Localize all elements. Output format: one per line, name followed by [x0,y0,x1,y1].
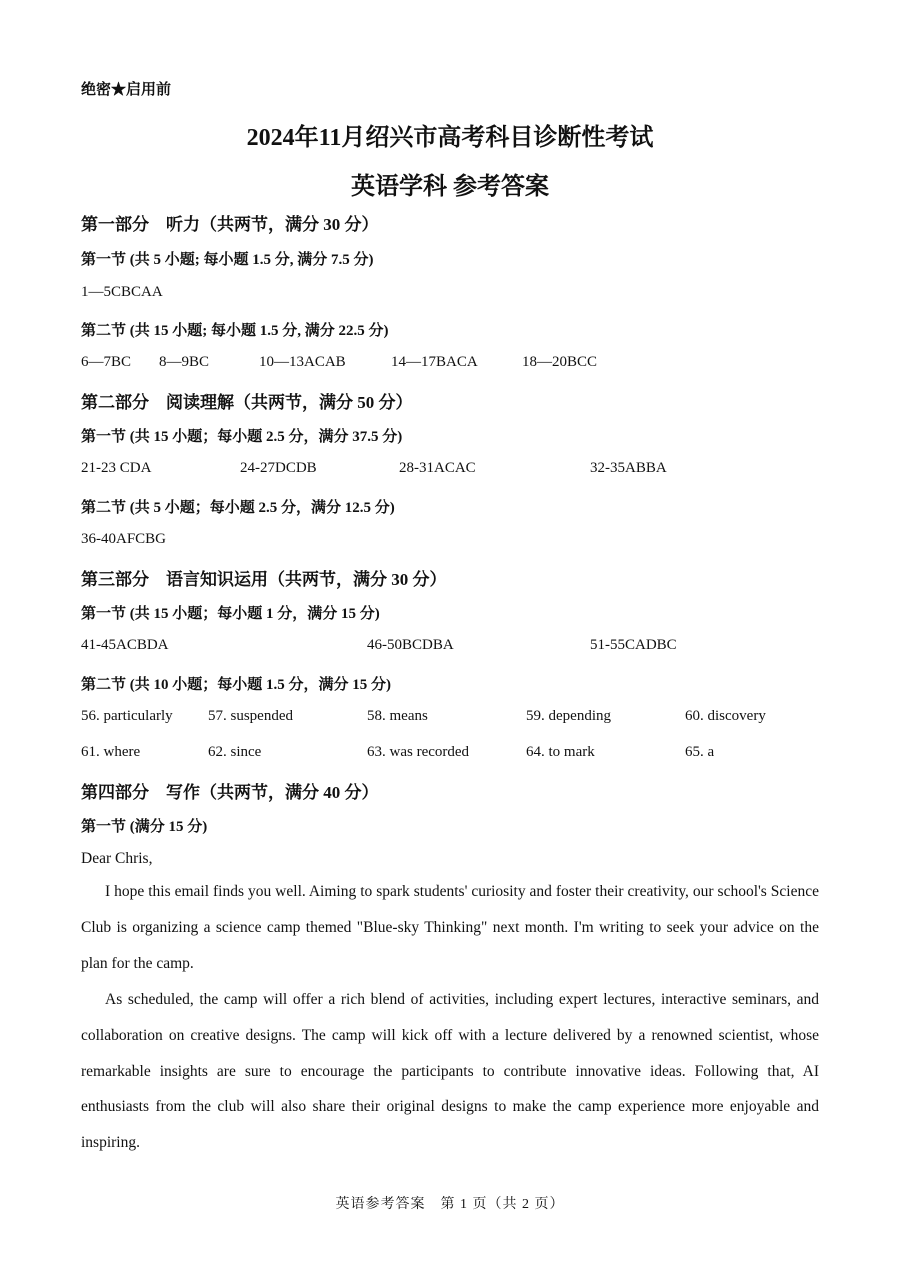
answer-group: 10—13ACAB [259,354,346,370]
answer-group: 24-27DCDB [240,460,317,476]
part1-section2-title: 第二节 (共 15 小题; 每小题 1.5 分, 满分 22.5 分) [81,323,389,339]
part1-section1-title: 第一节 (共 5 小题; 每小题 1.5 分, 满分 7.5 分) [81,252,374,268]
answer-group: 41-45ACBDA [81,637,169,653]
part3-section2-title: 第二节 (共 10 小题；每小题 1.5 分，满分 15 分) [81,677,391,693]
paragraph-text: As scheduled, the camp will offer a rich blend of activities, including expert lectures, interactive seminars, and collaboration on creative designs. The camp will kick off with a lecture delivered by a renowned scientist, whose remarkable insights are sure to encourage the participants to contribute innovative ideas. Following that, AI enthusiasts from the club will also share their original designs to make the camp experience more enjoyable and inspiring. [81,991,819,1152]
part2-section2-title: 第二节 (共 5 小题；每小题 2.5 分，满分 12.5 分) [81,500,395,516]
answer-item: 62. since [208,744,262,760]
answer-group: 18—20BCC [522,354,598,370]
answer-group: 1—5CBCAA [81,284,163,300]
part4-section1-title: 第一节 (满分 15 分) [81,819,208,835]
answer-key-subtitle: 英语学科 参考答案 [351,174,549,200]
answer-item: 59. depending [526,708,611,724]
answer-item: 64. to mark [526,744,595,760]
answer-item: 61. where [81,744,141,760]
answer-item: 65. a [685,744,715,760]
answer-group: 28-31ACAC [399,460,476,476]
answer-item: 56. particularly [81,708,173,724]
exam-title: 2024年11月绍兴市高考科目诊断性考试 [246,125,654,151]
answer-group: 6—7BC [81,354,132,370]
paragraph-text: I hope this email finds you well. Aiming to spark students' curiosity and foster their creativity, our school's Science Club is organizing a science camp themed "Blue-sky Thinking" next month. I'm writing to seek your advice on the plan for the camp. [81,883,819,972]
answer-item: 58. means [367,708,428,724]
answer-item: 63. was recorded [367,744,470,760]
letter-salutation: Dear Chris, [81,850,153,867]
part3-title: 第三部分 语言知识运用（共两节，满分 30 分） [81,570,447,589]
page-footer: 英语参考答案 第 1 页（共 2 页） [335,1197,565,1212]
answer-group: 32-35ABBA [590,460,667,476]
answer-group: 36-40AFCBG [81,531,167,547]
answer-group: 46-50BCDBA [367,637,454,653]
part2-title: 第二部分 阅读理解（共两节，满分 50 分） [81,393,413,412]
part4-title: 第四部分 写作（共两节，满分 40 分） [81,783,379,802]
part2-section1-title: 第一节 (共 15 小题；每小题 2.5 分，满分 37.5 分) [81,429,403,445]
letter-paragraph [81,982,819,1161]
answer-group: 8—9BC [159,354,210,370]
part3-section1-title: 第一节 (共 15 小题；每小题 1 分，满分 15 分) [81,606,380,622]
confidential-label: 绝密★启用前 [81,82,172,98]
letter-paragraph [81,874,819,981]
answer-item: 57. suspended [208,708,293,724]
answer-item: 60. discovery [685,708,766,724]
answer-group: 14—17BACA [391,354,478,370]
part1-title: 第一部分 听力（共两节，满分 30 分） [81,215,379,234]
answer-group: 21-23 CDA [81,460,152,476]
answer-group: 51-55CADBC [590,637,677,653]
